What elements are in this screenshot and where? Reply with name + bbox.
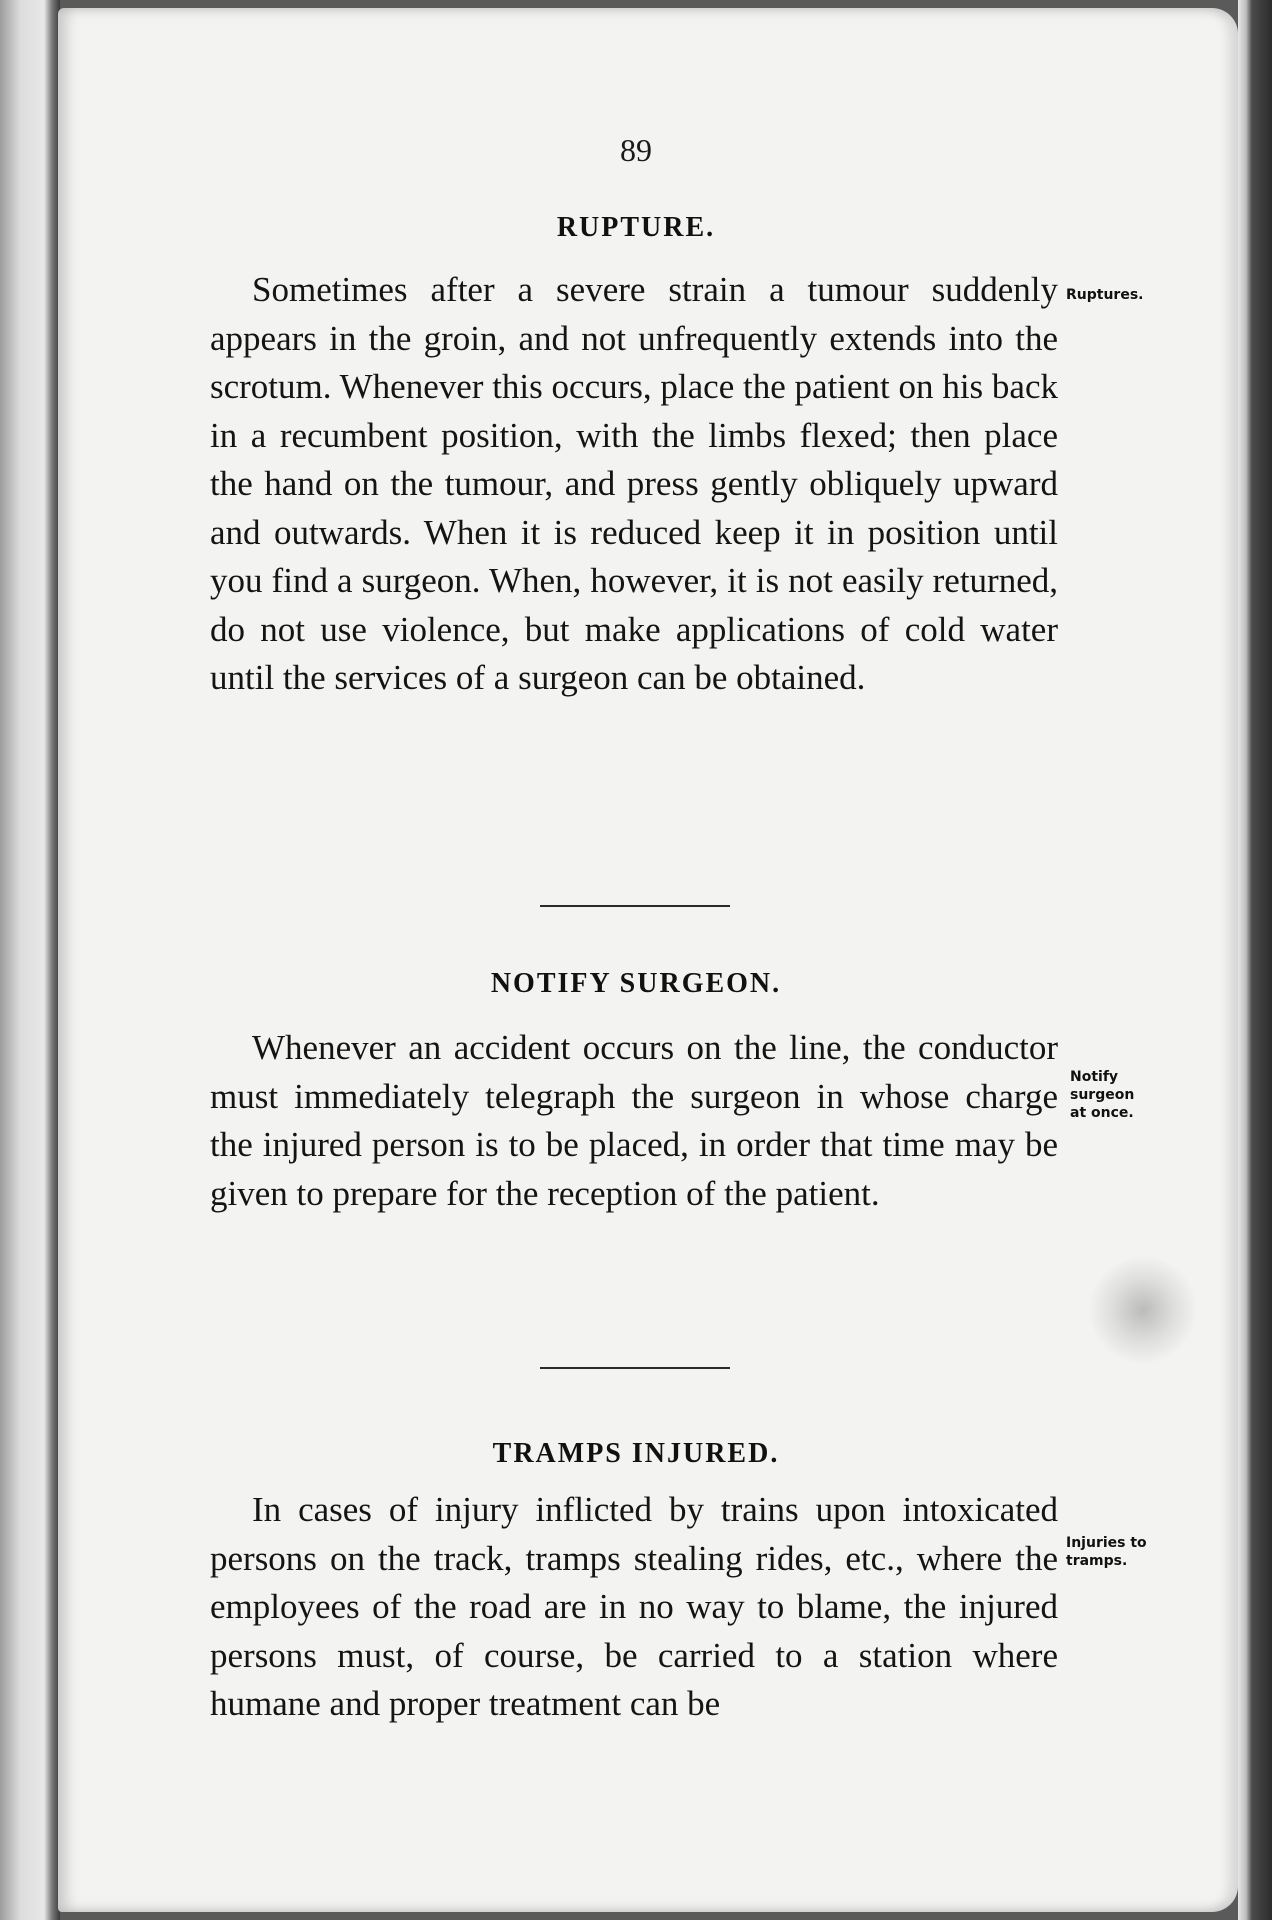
section-body-tramps-injured: In cases of injury inflicted by trains upon intoxicated persons on the track, tramps stealing rides, etc., where the employees of the road are in no way to blame, the injured persons must, of course, be carried to a station where humane and proper treatment can be (210, 1490, 1058, 1723)
section-divider (540, 905, 730, 907)
section-title-rupture: RUPTURE. (556, 212, 716, 243)
margin-note-ruptures: Ruptures. (1066, 287, 1144, 303)
section-divider (540, 1367, 730, 1369)
section-title-tramps-injured: TRAMPS INJURED. (492, 1438, 780, 1469)
margin-note-notify-surgeon: Notify surgeon at once. (1070, 1069, 1135, 1121)
left-page-edge (0, 0, 60, 1920)
page-smudge (1088, 1255, 1198, 1365)
section-title-notify-surgeon: NOTIFY SURGEON. (490, 968, 782, 999)
page-edge-shadow (1238, 0, 1272, 1920)
margin-note-injuries-to-tramps: Injuries to tramps. (1066, 1535, 1147, 1569)
page-number: 89 (620, 132, 652, 168)
section-body-rupture: Sometimes after a severe strain a tumour suddenly appears in the groin, and not unfrequently extends into the scrotum. Whenever this occurs, place the patient on his back in a recumbent position, with the limbs flexed; then place the hand on the tumour, and press gently obliquely upward and outwards. When it is reduced keep it in position until you find a surgeon. When, however, it is not easily returned, do not use violence, but make applications of cold water until the services of a surgeon can be obtained. (210, 270, 1058, 697)
section-body-notify-surgeon: Whenever an accident occurs on the line, the conductor must immediately telegraph the surgeon in whose charge the injured person is to be placed, in order that time may be given to prepare for the reception of the patient. (210, 1028, 1058, 1213)
